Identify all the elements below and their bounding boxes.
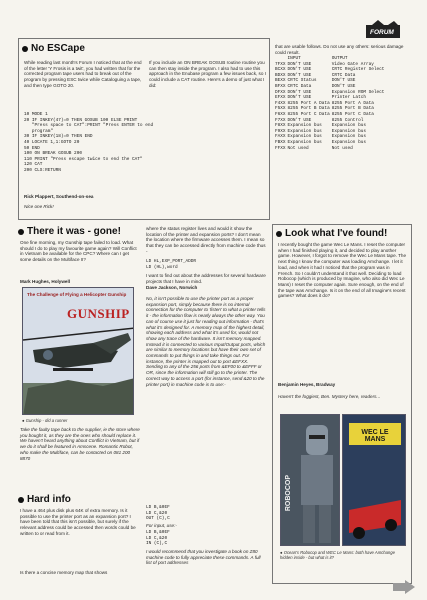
found-heading (276, 228, 387, 239)
ports-cell-input: DON'T USE (287, 95, 312, 101)
ports-cell-port: F7XX (275, 117, 286, 123)
ports-cell-input: DON'T USE (287, 117, 312, 123)
ports-cell-output: CRTC Register Select (331, 67, 385, 73)
hardinfo-title: Hard info (27, 494, 71, 505)
hardinfo-letter-text-2: Is there a concise memory map that shows (20, 570, 108, 575)
found-letter-text: I recently bought the game Wec Le Mans. I reset the computer when I had finished playing it, and decided to play another game. However, I forgot to remove the Wec Le Mans tape. The next thing I know the computer was loading Amchange. I let it load, and when it had I noticed that the program was in French. So I couldn't understand it that well. Deciding to load Robocop (which is produced by Imagine, who also did Wec Le Mans) I reset the computer again. Sure enough, on the end of the tape was Amchange. Is it on the end of all Imagine's recent games? What does it do? (278, 242, 407, 299)
ports-cell-output: Expansion bus (331, 139, 366, 145)
noescape-reply-text: If you include an ON BREAK GOSUB routine routine you can then stay inside the program. I also had to use this approach in the Enubase program a few issues back, so I could include a CAT routine. Here's a demo of just what I did: (149, 60, 266, 88)
ports-cell-output: Expansion bus (331, 128, 366, 134)
ports-cell-output: Expansion bus (331, 134, 366, 140)
caption-bullet-icon: ● (22, 418, 26, 423)
ports-cell-input: 8255 Port C Data (287, 111, 330, 117)
middle-code-3: LD B,&0EF LD C,&20 IN (C),C (146, 530, 170, 547)
found-title: Look what I've found! (285, 228, 388, 239)
ports-cell-input: DON'T USE (287, 72, 312, 78)
ports-header-output: OUTPUT (331, 56, 348, 61)
middle-text-1: where the status register lives and would it show the location of the printer and expansion ports? I don't mean the location where the firmware accesses them. I mean so that they can be accessed directly from machine code thus - (146, 226, 266, 254)
bullet-icon (18, 229, 24, 235)
ports-cell-input: Expansion bus (287, 128, 322, 134)
ports-cell-port: F8XX (275, 123, 286, 129)
hardinfo-letter-text: I have a 464 plus disk plus 64K of extra memory. Is it possible to use the printer port as an expansion port? I have been told that this isn't possible, but surely if the relevant address could be accessed then words could be written to or read from it. (20, 508, 136, 536)
bullet-icon (18, 497, 24, 503)
gunship-cover-image (22, 287, 134, 415)
noescape-signature: Rick Plappert, Southend-on-sea (24, 194, 94, 199)
ports-body (275, 62, 386, 152)
helicopter-icon (23, 288, 134, 415)
ports-row (275, 146, 386, 152)
wec-cover-title: WEC LE MANS (361, 429, 389, 443)
middle-text-2: I want to find out about the addresses for several hardware projects that I have in mind. (146, 273, 266, 284)
ports-cell-port: FBXX (275, 139, 286, 145)
noescape-letter-text: While reading last month's Forum I noticed that at the end of the letter 'Y Frosis is a twit', you had written that for the corrected program tape users had to break out of the program by pressing ESC twice while Cataloguing a tape, and then type GOTO 20. (24, 60, 142, 88)
robocop-figure-icon (281, 415, 340, 546)
hardinfo-heading (18, 494, 71, 505)
ports-cell-output: Not used (331, 145, 353, 151)
ports-cell-port: BDXX (275, 72, 286, 78)
robocop-cover-title: ROBOCOP (285, 475, 292, 512)
middle-signature: Dave Jackson, Norwich (146, 285, 198, 290)
ports-cell-output: 8255 Port C Data (331, 111, 374, 117)
caption-bullet-icon: ● (280, 550, 284, 555)
next-page-arrow-icon (393, 580, 415, 594)
ports-cell-output: Video Gate Array (331, 61, 374, 67)
bullet-icon (22, 46, 28, 52)
ports-cell-output: DON'T USE (331, 78, 356, 84)
ports-cell-output: Expansion bus (331, 123, 366, 129)
ports-cell-input: CRTC Status (287, 78, 317, 84)
gunship-cover-tagline: The Challenge of Flying a Helicopter Gunship (27, 292, 127, 297)
gunship-caption (22, 418, 140, 423)
noescape-title: No ESCape (31, 43, 85, 54)
ports-cell-input: CRTC Data (287, 83, 312, 89)
ports-cell-port: F4XX (275, 100, 286, 106)
ports-cell-input: DON'T USE (287, 89, 312, 95)
ports-cell-port: F6XX (275, 111, 286, 117)
ports-intro: that are usable follows. Do not use any others: serious damage could result. (275, 44, 404, 55)
ports-cell-port: F5XX (275, 106, 286, 112)
noescape-heading (22, 43, 85, 54)
ports-cell-output: 8255 Port A Data (331, 100, 374, 106)
ports-cell-input: DON'T USE (287, 67, 312, 73)
forum-badge (364, 20, 404, 40)
found-caption-text: Ocean's Robocop and WEC Le Mans: both have Amchange hidden inside - but what is it? (280, 550, 395, 560)
ports-cell-output: 8255 Control (331, 117, 364, 123)
robocop-cover-image (280, 414, 340, 546)
ports-cell-output: Printer Latch (331, 95, 366, 101)
ports-cell-port: 7FXX (275, 61, 286, 67)
found-reply: Haven't the foggiest, Ben. Mystery here, readers... (278, 394, 381, 399)
ports-cell-port: FAXX (275, 134, 286, 140)
ports-cell-input: Expansion bus (287, 139, 322, 145)
middle-code-2: LD B,&0EF LD C,&20 OUT (C),C (146, 505, 170, 522)
ports-cell-port: BFXX (275, 83, 286, 89)
forum-label: FORUM (370, 29, 394, 36)
ports-cell-input: Expansion bus (287, 134, 322, 140)
ports-table-wrap (275, 56, 386, 151)
middle-text-4: I would recommend that you investigate a book on Z80 machine code to fully appreciate these commands. A full list of port addresses (146, 549, 261, 566)
ports-cell-port: FFXX (275, 145, 286, 151)
middle-text-3: For input, use:- (146, 523, 177, 528)
gone-reply-text: Take the faulty tape back to the supplier, ie the store where you bought it, as they are the ones who should replace it. We haven't heard anything about Conflict in Vietnam, but if we do it shall be featured in Amscene. Romantic Robot, who make the Multiface, can be contacted on 081 200 8870 (20, 427, 140, 461)
middle-reply: No, it isn't possible to use the printer port as a proper expansion port, simply because there is no internal connection for the computer to 'listen' to what a printer tells it - the information flow is nearly always the other way. You can of course use it just for reading out information - that's what it's designed for. A memory map of the highest detail, showing each address and what it's used for, would not show any trace of the hardware. It isn't memory mapped. Instead it is connected to various Input/Output ports, which are similar to memory locations but have their own set of commands to put things in and take things out. For instance, the printer is mapped out to port &EFXX. Sending to any of the 256 ports from &EF00 to &EFFF or OR, since the information will still go to the printer. The correct way to access a port (for instance, send &20 to the printer port) in machine code is to use:- (146, 296, 266, 387)
ports-header-input: INPUT (287, 56, 301, 61)
ports-cell-port: DFXX (275, 89, 286, 95)
gone-heading (18, 226, 121, 237)
found-signature: Benjamin Heyes, Bradway (278, 382, 336, 387)
noescape-reply: Nice one Rick! (24, 204, 54, 209)
gone-letter-text: One fine morning, my Gunship tape failed to load. What should I do to play my favourite game again? Will Conflict in Vietnam be available for the CPC? Where can I get some details on the Multiface II? (20, 240, 137, 263)
ports-cell-input: DON'T USE (287, 61, 312, 67)
gone-signature: Mark Hughes, Holywell (20, 279, 71, 284)
noescape-code: 10 MODE 1 20 IF INKEY(47)=0 THEN GOSUB 100 ELSE PRINT "Press space to CAT":PRINT "Press ENTER to end program" 30 IF INKEY(18)=0 THEN END 40 LOCATE 1,1:GOTO 20 50 END 100 ON BREAK GOSUB 200 110 PRINT "Press escape twice to end the CAT" 120 CAT 200 CLS:RETURN (24, 112, 154, 173)
ports-cell-input: Expansion bus (287, 123, 322, 129)
ports-table (275, 56, 386, 151)
ports-cell-output: Expansion ROM Select (331, 89, 385, 95)
found-caption (280, 550, 406, 560)
bullet-icon (276, 231, 282, 237)
middle-code-1: LD HL,EXP_PORT_ADDR LD (HL),word (146, 259, 197, 270)
ports-cell-output: CRTC Data (331, 72, 356, 78)
ports-cell-port: F9XX (275, 128, 286, 134)
wec-le-mans-cover-image (342, 414, 406, 546)
ports-cell-input: 8255 Port A Data (287, 100, 330, 106)
ports-cell-port: BCXX (275, 67, 286, 73)
ports-cell-input: 8255 Port B Data (287, 106, 330, 112)
gunship-cover-title: GUNSHIP (67, 306, 130, 321)
ports-cell-input: Not used (287, 145, 309, 151)
ports-cell-port: EFXX (275, 95, 286, 101)
ports-cell-output: DON'T USE (331, 83, 356, 89)
gunship-caption-text: Gunship - did a runner (25, 418, 68, 423)
gone-title: There it was - gone! (27, 226, 121, 237)
ports-cell-output: 8255 Port B Data (331, 106, 374, 112)
ports-cell-port: BEXX (275, 78, 286, 84)
